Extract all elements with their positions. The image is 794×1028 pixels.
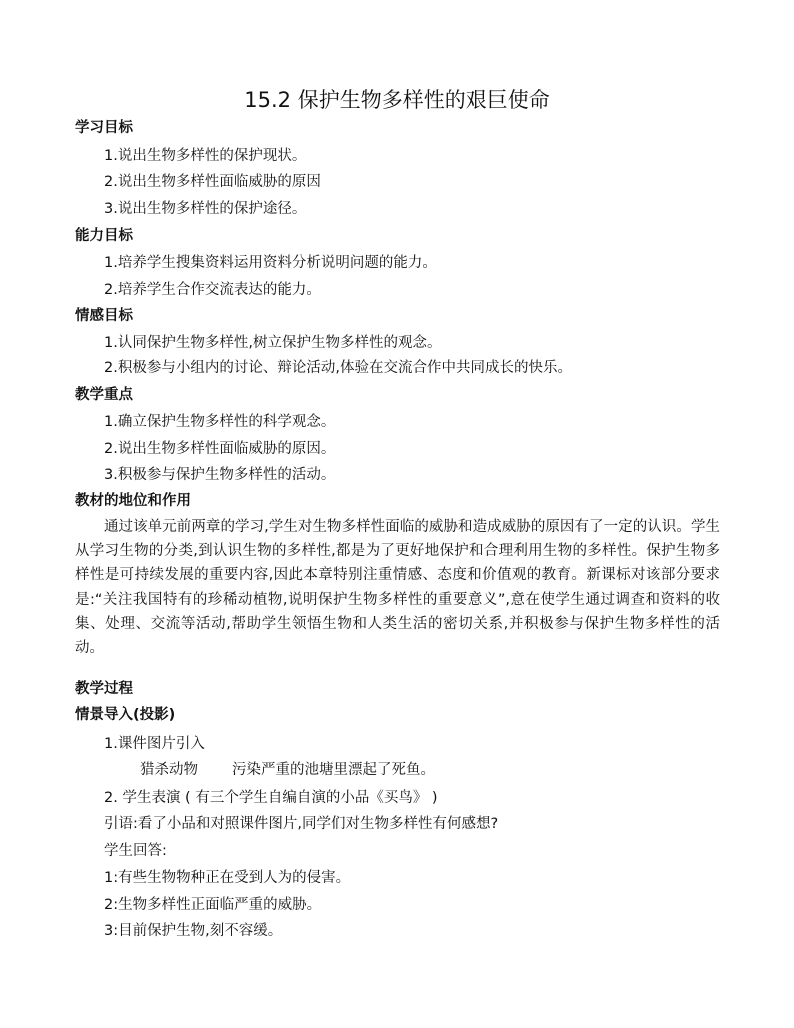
lead-text: 引语:看了小品和对照课件图片,同学们对生物多样性有何感想? — [104, 816, 499, 832]
list-item: 3.说出生物多样性的保护途径。 — [104, 201, 307, 217]
sub-heading-scene-intro: 情景导入(投影) — [75, 707, 176, 723]
section-heading-textbook-role: 教材的地位和作用 — [75, 493, 191, 509]
list-item: 1.说出生物多样性的保护现状。 — [104, 148, 307, 164]
list-item: 1.课件图片引入 — [104, 736, 205, 752]
list-item: 2.积极参与小组内的讨论、辩论活动,体验在交流合作中共同成长的快乐。 — [104, 360, 572, 376]
page-title: 15.2 保护生物多样性的艰巨使命 — [244, 88, 550, 112]
list-item-detail — [140, 760, 435, 780]
section-heading-learning-goals: 学习目标 — [75, 120, 133, 136]
list-item: 2.培养学生合作交流表达的能力。 — [104, 282, 321, 298]
detail-hunting: 猎杀动物 — [140, 762, 198, 778]
answer-item: 2:生物多样性正面临严重的威胁。 — [104, 897, 322, 913]
list-item: 1.培养学生搜集资料运用资料分析说明问题的能力。 — [104, 255, 437, 271]
section-heading-key-points: 教学重点 — [75, 387, 133, 403]
section-heading-process: 教学过程 — [75, 681, 133, 697]
list-item: 1.认同保护生物多样性,树立保护生物多样性的观念。 — [104, 335, 442, 351]
section-heading-ability-goals: 能力目标 — [75, 228, 133, 244]
detail-polluted-pond: 污染严重的池塘里漂起了死鱼。 — [232, 762, 435, 778]
answer-item: 3:目前保护生物,刻不容缓。 — [104, 923, 283, 939]
answer-label: 学生回答: — [104, 843, 167, 859]
textbook-role-paragraph: 通过该单元前两章的学习,学生对生物多样性面临的威胁和造成威胁的原因有了一定的认识。学生从学习生物的分类,到认识生物的多样性,都是为了更好地保护和合理利用生物的多样性。保护生物多样性是可持续发展的重要内容,因此本章特别注重情感、态度和价值观的教育。新课标对该部分要求是:“关注我国特有的珍稀动植物,说明保护生物多样性的重要意义”,意在使学生通过调查和资料的收集、处理、交流等活动,帮助学生领悟生物和人类生活的密切关系,并积极参与保护生物多样性的活动。 — [75, 519, 720, 657]
list-item: 2.说出生物多样性面临威胁的原因。 — [104, 441, 336, 457]
list-item: 3.积极参与保护生物多样性的活动。 — [104, 467, 336, 483]
list-item: 2. 学生表演 ( 有三个学生自编自演的小品《买鸟》 ) — [104, 790, 438, 806]
list-item: 2.说出生物多样性面临威胁的原因 — [104, 174, 321, 190]
section-heading-emotion-goals: 情感目标 — [75, 308, 133, 324]
answer-item: 1:有些生物物种正在受到人为的侵害。 — [104, 870, 351, 886]
list-item: 1.确立保护生物多样性的科学观念。 — [104, 414, 336, 430]
